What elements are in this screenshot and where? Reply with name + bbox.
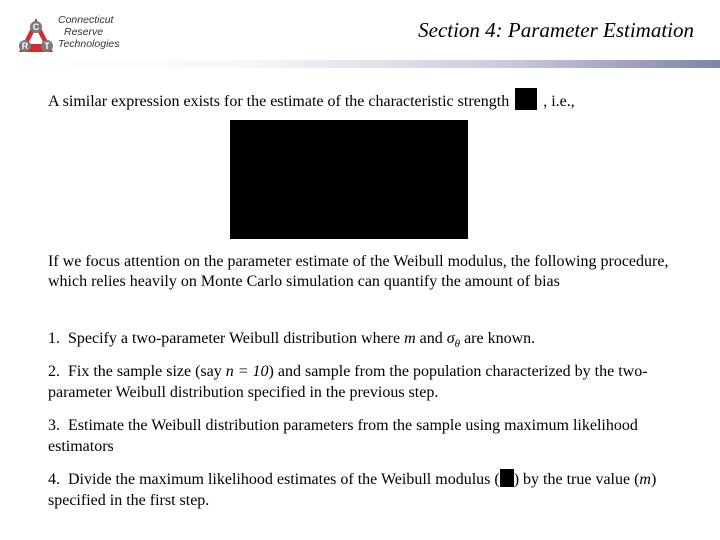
- step-4: [48, 469, 698, 511]
- step-1-number: 1.: [48, 330, 60, 347]
- step-1-tail: are known.: [464, 330, 536, 347]
- equation-image: [230, 120, 468, 239]
- intro-paragraph: [48, 88, 688, 112]
- step-3-text: Estimate the Weibull distribution parameters from the sample using maximum likelihood estimators: [48, 417, 638, 455]
- step-2-number: 2.: [48, 363, 60, 380]
- logo-line-3: Technologies: [58, 38, 120, 50]
- step-4-number: 4.: [48, 471, 60, 488]
- step-1-text: Specify a two-parameter Weibull distribution where: [68, 330, 401, 347]
- step-1-and: and: [419, 330, 443, 347]
- step-2-text: Fix the sample size (say: [68, 363, 222, 380]
- step-1-theta: θ: [454, 338, 461, 351]
- step-1-sigma: σ: [446, 330, 455, 347]
- step-3-number: 3.: [48, 417, 60, 434]
- step-4-tail: ) specified in the first step.: [48, 471, 657, 509]
- step-2-tail: ) and sample from the population characterized by the two-parameter Weibull distribution specified in the previous step.: [48, 363, 648, 401]
- intro-text: A similar expression exists for the estimate of the characteristic strength: [48, 93, 510, 110]
- step-4-mid: ) by the true value (: [513, 471, 640, 488]
- logo-wordmark: [58, 14, 120, 50]
- procedure-intro-paragraph: If we focus attention on the parameter estimate of the Weibull modulus, the following procedure, which relies heavily on Monte Carlo simulation can quantify the amount of bias: [48, 253, 669, 290]
- header-gradient-bar: [0, 60, 720, 68]
- characteristic-strength-symbol: [515, 88, 537, 110]
- logo-letter-t: T: [44, 41, 50, 51]
- step-2: [48, 361, 698, 403]
- slide-title: Section 4: Parameter Estimation: [418, 18, 694, 42]
- step-4-m: m: [639, 471, 651, 488]
- logo-letter-r: R: [21, 41, 29, 51]
- step-1-sigma-theta: [446, 330, 461, 351]
- weibull-modulus-estimate-symbol: [500, 469, 514, 487]
- step-4-text: Divide the maximum likelihood estimates of the Weibull modulus (: [68, 471, 500, 488]
- step-1-m: m: [404, 330, 416, 347]
- logo-line-1: Connecticut: [58, 14, 114, 26]
- step-1: [48, 328, 698, 355]
- step-2-n-expr: n = 10: [225, 363, 269, 380]
- logo-line-2: Reserve: [64, 26, 104, 38]
- intro-tail: , i.e.,: [543, 93, 575, 110]
- logo-letter-c: C: [32, 22, 40, 32]
- step-3: [48, 415, 698, 457]
